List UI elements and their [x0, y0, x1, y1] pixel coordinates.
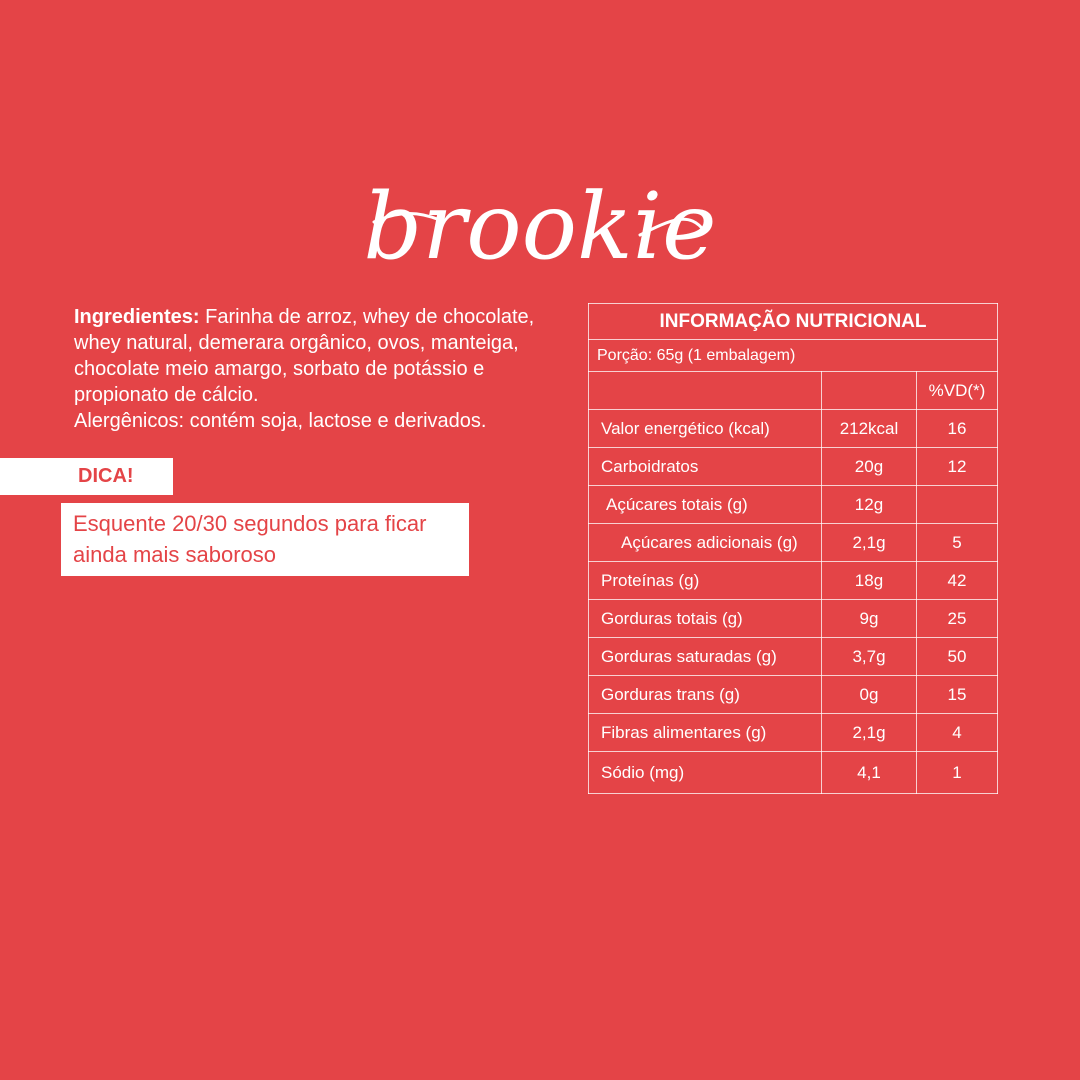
tip-box — [61, 503, 469, 576]
nutrient-vd: 5 — [916, 524, 997, 562]
tip-label: DICA! — [78, 465, 134, 487]
table-row — [589, 486, 998, 524]
nutrition-heading: INFORMAÇÃO NUTRICIONAL — [589, 304, 998, 340]
nutrient-vd: 25 — [916, 600, 997, 638]
header-empty-cell — [589, 372, 822, 410]
ingredients-text: Farinha de arroz, whey de chocolate, whey natural, demerara orgânico, ovos, manteiga, chocolate meio amargo, sorbato de potássio e propionato de cálcio. — [74, 306, 535, 406]
title-script-lettering — [360, 150, 720, 290]
nutrient-name: Gorduras saturadas (g) — [589, 638, 822, 676]
nutrient-amount: 2,1g — [822, 714, 917, 752]
nutrient-amount: 2,1g — [822, 524, 917, 562]
nutrient-vd: 16 — [916, 410, 997, 448]
table-row — [589, 600, 998, 638]
nutrition-table — [588, 303, 998, 794]
nutrient-name: Fibras alimentares (g) — [589, 714, 822, 752]
table-row — [589, 714, 998, 752]
nutrient-vd — [916, 486, 997, 524]
table-row — [589, 638, 998, 676]
nutrient-amount: 20g — [822, 448, 917, 486]
nutrient-name: Carboidratos — [589, 448, 822, 486]
nutrient-name: Sódio (mg) — [589, 752, 822, 794]
nutrient-amount: 12g — [822, 486, 917, 524]
nutrient-vd: 50 — [916, 638, 997, 676]
portion-text: Porção: 65g (1 embalagem) — [589, 340, 998, 372]
nutrient-vd: 1 — [916, 752, 997, 794]
product-title — [360, 150, 720, 290]
header-empty-cell — [822, 372, 917, 410]
nutrient-name: Valor energético (kcal) — [589, 410, 822, 448]
table-row — [589, 676, 998, 714]
nutrient-amount: 18g — [822, 562, 917, 600]
nutrient-vd: 15 — [916, 676, 997, 714]
nutrient-name: Gorduras trans (g) — [589, 676, 822, 714]
nutrient-name: Gorduras totais (g) — [589, 600, 822, 638]
table-row — [589, 562, 998, 600]
nutrient-vd: 42 — [916, 562, 997, 600]
vd-header: %VD(*) — [916, 372, 997, 410]
nutrient-name: Proteínas (g) — [589, 562, 822, 600]
title-text: brookie — [363, 173, 717, 280]
nutrient-vd: 4 — [916, 714, 997, 752]
nutrient-amount: 212kcal — [822, 410, 917, 448]
table-row — [589, 448, 998, 486]
nutrient-amount: 9g — [822, 600, 917, 638]
ingredients-block — [74, 304, 574, 434]
tip-label-box — [0, 458, 173, 495]
ingredients-label: Ingredientes: — [74, 306, 200, 328]
nutrient-amount: 0g — [822, 676, 917, 714]
tip-text: Esquente 20/30 segundos para ficar ainda mais saboroso — [73, 511, 427, 567]
nutrient-amount: 4,1 — [822, 752, 917, 794]
nutrient-amount: 3,7g — [822, 638, 917, 676]
nutrient-vd: 12 — [916, 448, 997, 486]
table-row — [589, 524, 998, 562]
table-row — [589, 410, 998, 448]
allergens-text: Alergênicos: contém soja, lactose e derivados. — [74, 410, 487, 432]
nutrient-name: Açúcares adicionais (g) — [589, 524, 822, 562]
table-row — [589, 752, 998, 794]
nutrient-name: Açúcares totais (g) — [589, 486, 822, 524]
